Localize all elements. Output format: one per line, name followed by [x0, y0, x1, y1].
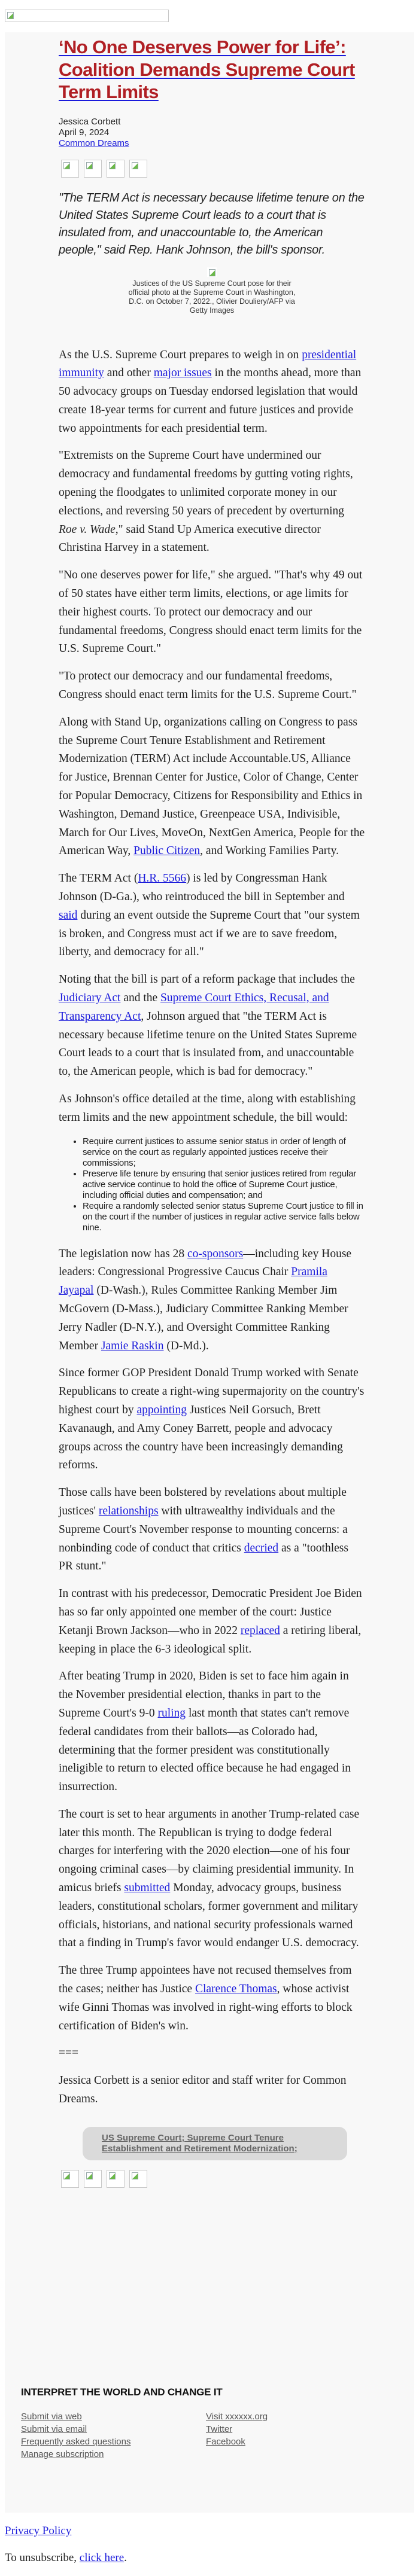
paragraph-text: as a "toothless PR stunt.": [59, 1541, 348, 1573]
article-paragraph: [59, 1962, 365, 2035]
byline: [59, 117, 365, 149]
article-paragraph: [59, 566, 365, 659]
author: Jessica Corbett: [59, 116, 121, 127]
faq-link[interactable]: Frequently asked questions: [21, 2437, 131, 2447]
paragraph-text: Monday, advocacy groups, business leaders, constitutional scholars, former government and military officials, historians, and national security professionals warned that a finding in Trump's favor would endanger U.S. democracy.: [59, 1882, 359, 1950]
article-paragraph: [59, 1585, 365, 1659]
paragraph-text: last month that states can't remove federal candidates from their ballots—as Colorado had, determining that the former president was constitutionally ineligible to return to elected office because he had engaged in insurrection.: [59, 1706, 351, 1794]
paragraph-text: "Extremists on the Supreme Court have undermined our democracy and fundamental freedoms by gutting voting rights, opening the floodgates to unlimited corporate money in our elections, and reversing 50 years of precedent by overturning: [59, 449, 353, 517]
tags-box: [83, 2127, 347, 2160]
article-paragraph: [59, 667, 365, 705]
share-icon[interactable]: [84, 2170, 102, 2188]
inline-link[interactable]: co-sponsors: [187, 1247, 244, 1260]
inline-link[interactable]: Public Citizen: [133, 845, 201, 858]
paragraph-text: The three Trump appointees have not recused themselves from the cases; neither has Justice: [59, 1964, 352, 1996]
inline-link[interactable]: replaced: [240, 1624, 280, 1637]
paragraph-text: with ultrawealthy individuals and the Supreme Court's November response to mounting concerns: a nonbinding code of conduct that critics: [59, 1504, 348, 1554]
tags-link[interactable]: US Supreme Court; Supreme Court Tenure Establishment and Retirement Modernization;: [102, 2132, 297, 2154]
article-paragraph: [59, 1364, 365, 1475]
paragraph-text: Noting that the bill is part of a reform package that includes the: [59, 973, 355, 986]
share-icon[interactable]: [107, 160, 125, 178]
paragraph-text: The TERM Act (: [59, 872, 138, 885]
photo-image-icon: [207, 267, 217, 277]
inline-link[interactable]: submitted: [124, 1882, 171, 1895]
visit-site-link[interactable]: Visit xxxxxx.org: [206, 2412, 268, 2422]
paragraph-text: Since former GOP President Donald Trump worked with Senate Republicans to create a right-wing supermajority on the country's highest court by: [59, 1367, 365, 1416]
paragraph-text: and other: [104, 367, 154, 380]
inline-link[interactable]: Clarence Thomas: [195, 1983, 277, 1996]
paragraph-text: , whose activist wife Ginni Thomas was involved in right-wing efforts to block certification of Biden's win.: [59, 1983, 353, 2032]
paragraph-text: , and Working Families Party.: [200, 845, 339, 858]
paragraph-text: As Johnson's office detailed at the time, along with establishing term limits and the new appointment schedule, the bill would:: [59, 1092, 356, 1124]
paragraph-text: —including key House leaders: Congressional Progressive Caucus Chair: [59, 1247, 352, 1279]
privacy-policy-link[interactable]: Privacy Policy: [5, 2525, 72, 2537]
paragraph-text: "No one deserves power for life," she argued. "That's why 49 out of 50 states have either term limits, elections, or age limits for their highest courts. To protect our democracy and our fundamental freedoms, Congress should enact term limits for the U.S. Supreme Court.": [59, 569, 363, 656]
article-paragraph: [59, 447, 365, 557]
inline-link[interactable]: Jamie Raskin: [101, 1339, 164, 1352]
paragraph-text: "To protect our democracy and our fundamental freedoms, Congress should enact term limits for the U.S. Supreme Court.": [59, 670, 357, 702]
footer: [21, 2386, 404, 2461]
share-bar-bottom: [61, 2170, 365, 2188]
unsubscribe-suffix: .: [124, 2551, 127, 2564]
manage-subscription-link[interactable]: Manage subscription: [21, 2449, 104, 2459]
footer-heading: INTERPRET THE WORLD AND CHANGE IT: [21, 2386, 223, 2398]
paragraph-text: As the U.S. Supreme Court prepares to weigh in on: [59, 348, 302, 361]
paragraph-text: (D-Md.).: [163, 1339, 209, 1352]
paragraph-text: and the: [120, 992, 161, 1004]
list-item: • Require a randomly selected senior status Supreme Court justice to fill in on the court if the number of justices in regular active service falls below nine.: [83, 1201, 365, 1233]
paragraph-text: The court is set to hear arguments in another Trump-related case later this month. The Republican is trying to dodge federal charges for interfering with the 2020 election—one of his four ongoing criminal cases—by claiming presidential immunity. In amicus briefs: [59, 1807, 360, 1895]
inline-link[interactable]: H.R. 5566: [138, 872, 187, 885]
facebook-link[interactable]: Facebook: [206, 2437, 245, 2447]
inline-link[interactable]: Supreme Court Ethics, Recusal, and Transparency Act: [59, 992, 329, 1023]
paragraph-text: Along with Stand Up, organizations calling on Congress to pass the Supreme Court Tenure Establishment and Retirement Modernization (TERM) Act include Accountable.US, Alliance for Justice, Brennan Center for Justice, Color of Change, Center for Popular Democracy, Citizens for Responsibility and Ethics in Washington, Demand Justice, Greenpeace USA, Indivisible, March for Our Lives, MoveOn, NextGen America, People for the American Way,: [59, 715, 365, 858]
share-icon[interactable]: [129, 2170, 147, 2188]
paragraphs-after-list: [59, 1245, 365, 2109]
paragraphs-before-list: [59, 346, 365, 1127]
unsubscribe-line: [5, 2551, 127, 2565]
article-title-link[interactable]: ‘No One Deserves Power for Life’: Coalition Demands Supreme Court Term Limits: [59, 36, 355, 102]
article-paragraph: [59, 1090, 365, 1127]
paragraph-text: Jessica Corbett is a senior editor and staff writer for Common Dreams.: [59, 2074, 347, 2106]
photo-caption: Justices of the US Supreme Court pose for their official photo at the Supreme Court in Washington, D.C. on October 7, 2022., Olivier Douliery/AFP via Getty Images: [128, 279, 296, 315]
article-title[interactable]: [59, 36, 365, 103]
paragraph-text: Justices Neil Gorsuch, Brett Kavanaugh, and Amy Coney Barrett, people and advocacy groups across the country have been increasingly demanding reforms.: [59, 1403, 343, 1472]
article-body: [59, 346, 365, 2109]
paragraph-text: a retiring liberal, keeping in place the 6-3 ideological split.: [59, 1624, 362, 1656]
bill-provisions-list: [59, 1136, 365, 1233]
share-icon[interactable]: [61, 2170, 79, 2188]
paragraph-text: In contrast with his predecessor, Democratic President Joe Biden has so far only appointed one member of the court: Justice Ketanji Brown Jackson—who in 2022: [59, 1587, 362, 1637]
article-paragraph: [59, 1667, 365, 1797]
newsletter-panel: [5, 32, 414, 2513]
paragraph-text: during an event outside the Supreme Court that "our system is broken, and Congress must act if we are to save freedom, liberty, and democracy for all.": [59, 909, 360, 959]
inline-link[interactable]: major issues: [153, 367, 212, 380]
share-icon[interactable]: [61, 160, 79, 178]
paragraph-text: Those calls have been bolstered by revelations about multiple justices': [59, 1486, 347, 1517]
inline-link[interactable]: appointing: [136, 1403, 187, 1416]
article-paragraph: [59, 971, 365, 1081]
article-paragraph: [59, 714, 365, 861]
emphasis-text: Roe v. Wade: [59, 523, 116, 536]
paragraph-text: , Johnson argued that "the TERM Act is necessary because lifetime tenure on the United States Supreme Court leads to a court that is insulated from, and unaccountable to, the American people, which is bad for democracy.": [59, 1010, 357, 1078]
inline-link[interactable]: Pramila Jayapal: [59, 1266, 327, 1297]
header-logo-image[interactable]: [5, 10, 169, 22]
publish-date: April 9, 2024: [59, 127, 110, 138]
lead-quote: "The TERM Act is necessary because lifetime tenure on the United States Supreme Court leads to a court that is insulated from, and unaccountable to, the American people," said Rep. Hank Johnson, the bill's sponsor.: [59, 191, 365, 257]
list-item: • Require current justices to assume senior status in order of length of service on the court as regularly appointed justices receive their commissions;: [83, 1136, 365, 1169]
article: [59, 36, 365, 2188]
paragraph-text: After beating Trump in 2020, Biden is set to face him again in the November presidential election, thanks in part to the Supreme Court's 9-0: [59, 1670, 349, 1720]
share-bar-top: [61, 160, 365, 178]
article-paragraph: [59, 2072, 365, 2109]
inline-link[interactable]: Judiciary Act: [59, 992, 121, 1004]
paragraph-text: The legislation now has 28: [59, 1247, 188, 1260]
submit-email-link[interactable]: Submit via email: [21, 2424, 87, 2434]
paragraph-text: ) is led by Congressman Hank Johnson (D-Ga.), who reintroduced the bill in September and: [59, 872, 345, 904]
submit-web-link[interactable]: Submit via web: [21, 2412, 82, 2422]
paragraph-text: in the months ahead, more than 50 advocacy groups on Tuesday endorsed legislation that would create 18-year terms for current and future justices and provide two appointments for each presidential term.: [59, 367, 362, 435]
source-link[interactable]: Common Dreams: [59, 138, 129, 148]
twitter-link[interactable]: Twitter: [206, 2424, 233, 2434]
share-icon[interactable]: [129, 160, 147, 178]
inline-link[interactable]: said: [59, 909, 78, 922]
inline-link[interactable]: relationships: [98, 1504, 159, 1517]
inline-link[interactable]: presidential immunity: [59, 348, 357, 380]
article-paragraph: [59, 1806, 365, 1953]
article-paragraph: [59, 870, 365, 962]
article-paragraph: [59, 2044, 365, 2063]
article-paragraph: [59, 1245, 365, 1356]
article-figure: [125, 267, 299, 315]
unsubscribe-text: To unsubscribe,: [5, 2551, 80, 2564]
footer-left-links: [21, 2410, 206, 2461]
paragraph-text: ," said Stand Up America executive director Christina Harvey in a statement.: [59, 523, 321, 554]
inline-link[interactable]: ruling: [157, 1706, 186, 1720]
share-icon[interactable]: [107, 2170, 125, 2188]
article-paragraph: [59, 1484, 365, 1576]
unsubscribe-link[interactable]: click here: [79, 2551, 125, 2564]
footer-right-links: [206, 2410, 391, 2461]
paragraph-text: ===: [59, 2047, 78, 2060]
article-paragraph: [59, 346, 365, 438]
share-icon[interactable]: [84, 160, 102, 178]
inline-link[interactable]: decried: [244, 1541, 279, 1554]
paragraph-text: (D-Wash.), Rules Committee Ranking Member Jim McGovern (D-Mass.), Judiciary Committee Ranking Member Jerry Nadler (D-N.Y.), and Oversight Committee Ranking Member: [59, 1284, 348, 1352]
list-item: • Preserve life tenure by ensuring that senior justices retired from regular active service continue to hold the office of Supreme Court justice, including official duties and compensation; and: [83, 1169, 365, 1201]
